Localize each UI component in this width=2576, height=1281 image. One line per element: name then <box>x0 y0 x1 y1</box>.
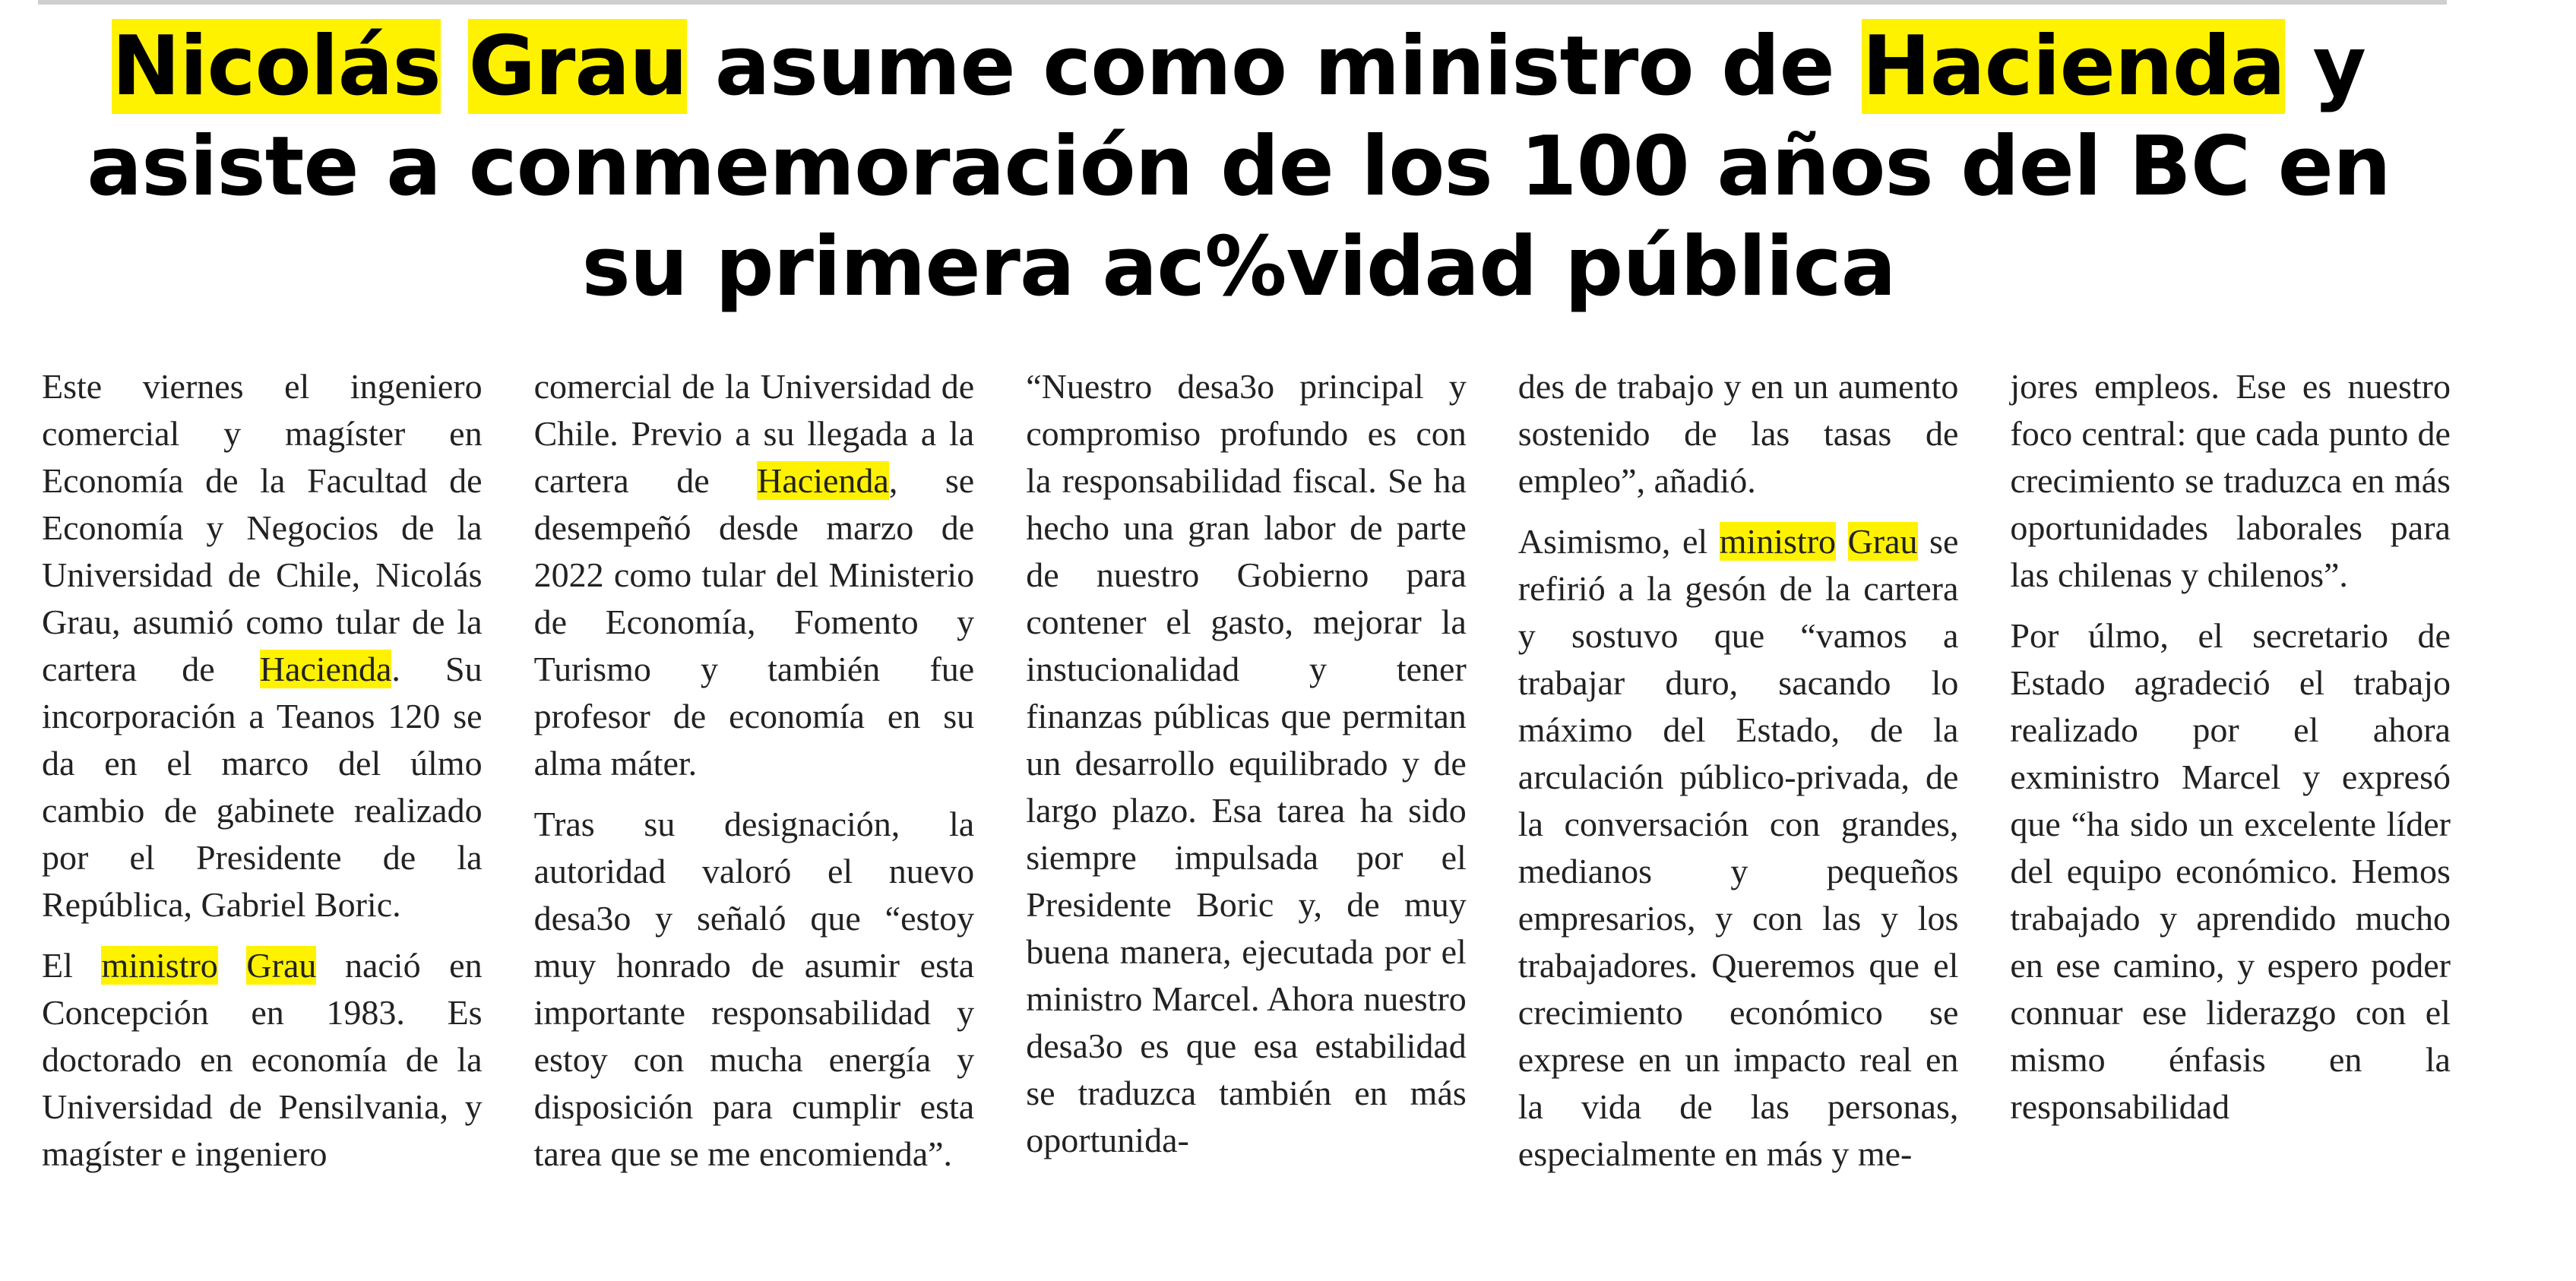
highlight-grau: Grau <box>246 946 317 985</box>
paragraph: Tras su designación, la autoridad valoró el nuevo desa3o y señaló que “estoy muy honrado de asumir esta importante responsabilidad y estoy con mucha energía y disposición para cumplir esta tarea que se me encomienda”. <box>533 805 975 1173</box>
paragraph <box>42 942 483 1178</box>
paragraph-text <box>1836 522 1848 561</box>
headline-text: y asiste a conmemoración de los 100 años del BC en su primera ac%vidad pública <box>87 19 2391 315</box>
highlight-ministro: ministro <box>101 946 218 985</box>
headline-highlight-hacienda: Hacienda <box>1862 19 2285 114</box>
paragraph: jores empleos. Ese es nuestro foco central: que cada punto de crecimiento se traduzca en más oportunidades laborales para las chilenas y chilenos”. <box>2010 367 2451 594</box>
article-column-1 <box>42 363 483 1260</box>
paragraph <box>534 363 975 787</box>
highlight-grau: Grau <box>1847 522 1918 561</box>
paragraph-text: Este viernes el ingeniero comercial y magíster en Economía de la Facultad de Economía y Negocios de la Universidad de Chile, Nicolás Grau, asumió como tular de la cartera de <box>42 367 483 688</box>
headline <box>23 17 2454 318</box>
paragraph-text <box>218 946 247 985</box>
paragraph-text: , se desempeñó desde marzo de 2022 como tular del Ministerio de Economía, Fomento y Turismo y también fue profesor de economía en su alma máter. <box>533 461 975 783</box>
paragraph: des de trabajo y en un aumento sostenido de las tasas de empleo”, añadió. <box>1517 367 1959 500</box>
article-columns <box>42 363 2451 1260</box>
headline-highlight-grau: Grau <box>468 19 688 114</box>
paragraph-text: Asimismo, el <box>1517 522 1720 561</box>
paragraph <box>1518 518 1959 1178</box>
paragraph-text: . Su incorporación a Teanos 120 se da en el marco del úlmo cambio de gabinete realizado por el Presidente de la República, Gabriel Boric. <box>42 650 483 924</box>
highlight-hacienda: Hacienda <box>259 650 392 688</box>
paragraph: “Nuestro desa3o principal y compromiso profundo es con la responsabilidad fiscal. Se ha hecho una gran labor de parte de nuestro Gobierno para contener el gasto, mejorar la instucionalidad y tener finanzas públicas que permitan un desarrollo equilibrado y de largo plazo. Esa tarea ha sido siempre impulsada por el Presidente Boric y, de muy buena manera, ejecutada por el ministro Marcel. Ahora nuestro desa3o es que esa estabilidad se traduzca también en más oportunida- <box>1026 367 1467 1159</box>
headline-highlight-nicolas: Nicolás <box>112 19 441 114</box>
highlight-ministro: ministro <box>1719 522 1837 561</box>
paragraph-text: nació en Concepción en 1983. Es doctorado en economía de la Universidad de Pensilvania, y magíster e ingeniero <box>42 946 483 1173</box>
paragraph <box>42 363 483 928</box>
article-column-4 <box>1518 363 1959 1260</box>
headline-text <box>441 19 469 114</box>
article-column-3 <box>1026 363 1467 1260</box>
article-column-2 <box>534 363 975 1260</box>
headline-text: asume como ministro de <box>687 19 1862 114</box>
paragraph-text: comercial de la Universidad de Chile. Previo a su llegada a la cartera de <box>533 367 975 500</box>
paragraph: Por úlmo, el secretario de Estado agradeció el trabajo realizado por el ahora exministro Marcel y expresó que “ha sido un excelente líder del equipo económico. Hemos trabajado y aprendido mucho en ese camino, y espero poder connuar ese liderazgo con el mismo énfasis en la responsabilidad <box>2010 616 2451 1126</box>
highlight-hacienda: Hacienda <box>757 461 889 500</box>
top-rule <box>38 0 2447 5</box>
article-column-5 <box>2010 363 2451 1260</box>
paragraph-text: El <box>42 946 102 985</box>
paragraph-text: se refirió a la gesón de la cartera y sostuvo que “vamos a trabajar duro, sacando lo máximo del Estado, de la arculación público-privada, de la conversación con grandes, medianos y pequeños empresarios, y con las y los trabajadores. Queremos que el crecimiento económico se exprese en un impacto real en la vida de las personas, especialmente en más y me- <box>1517 522 1959 1173</box>
